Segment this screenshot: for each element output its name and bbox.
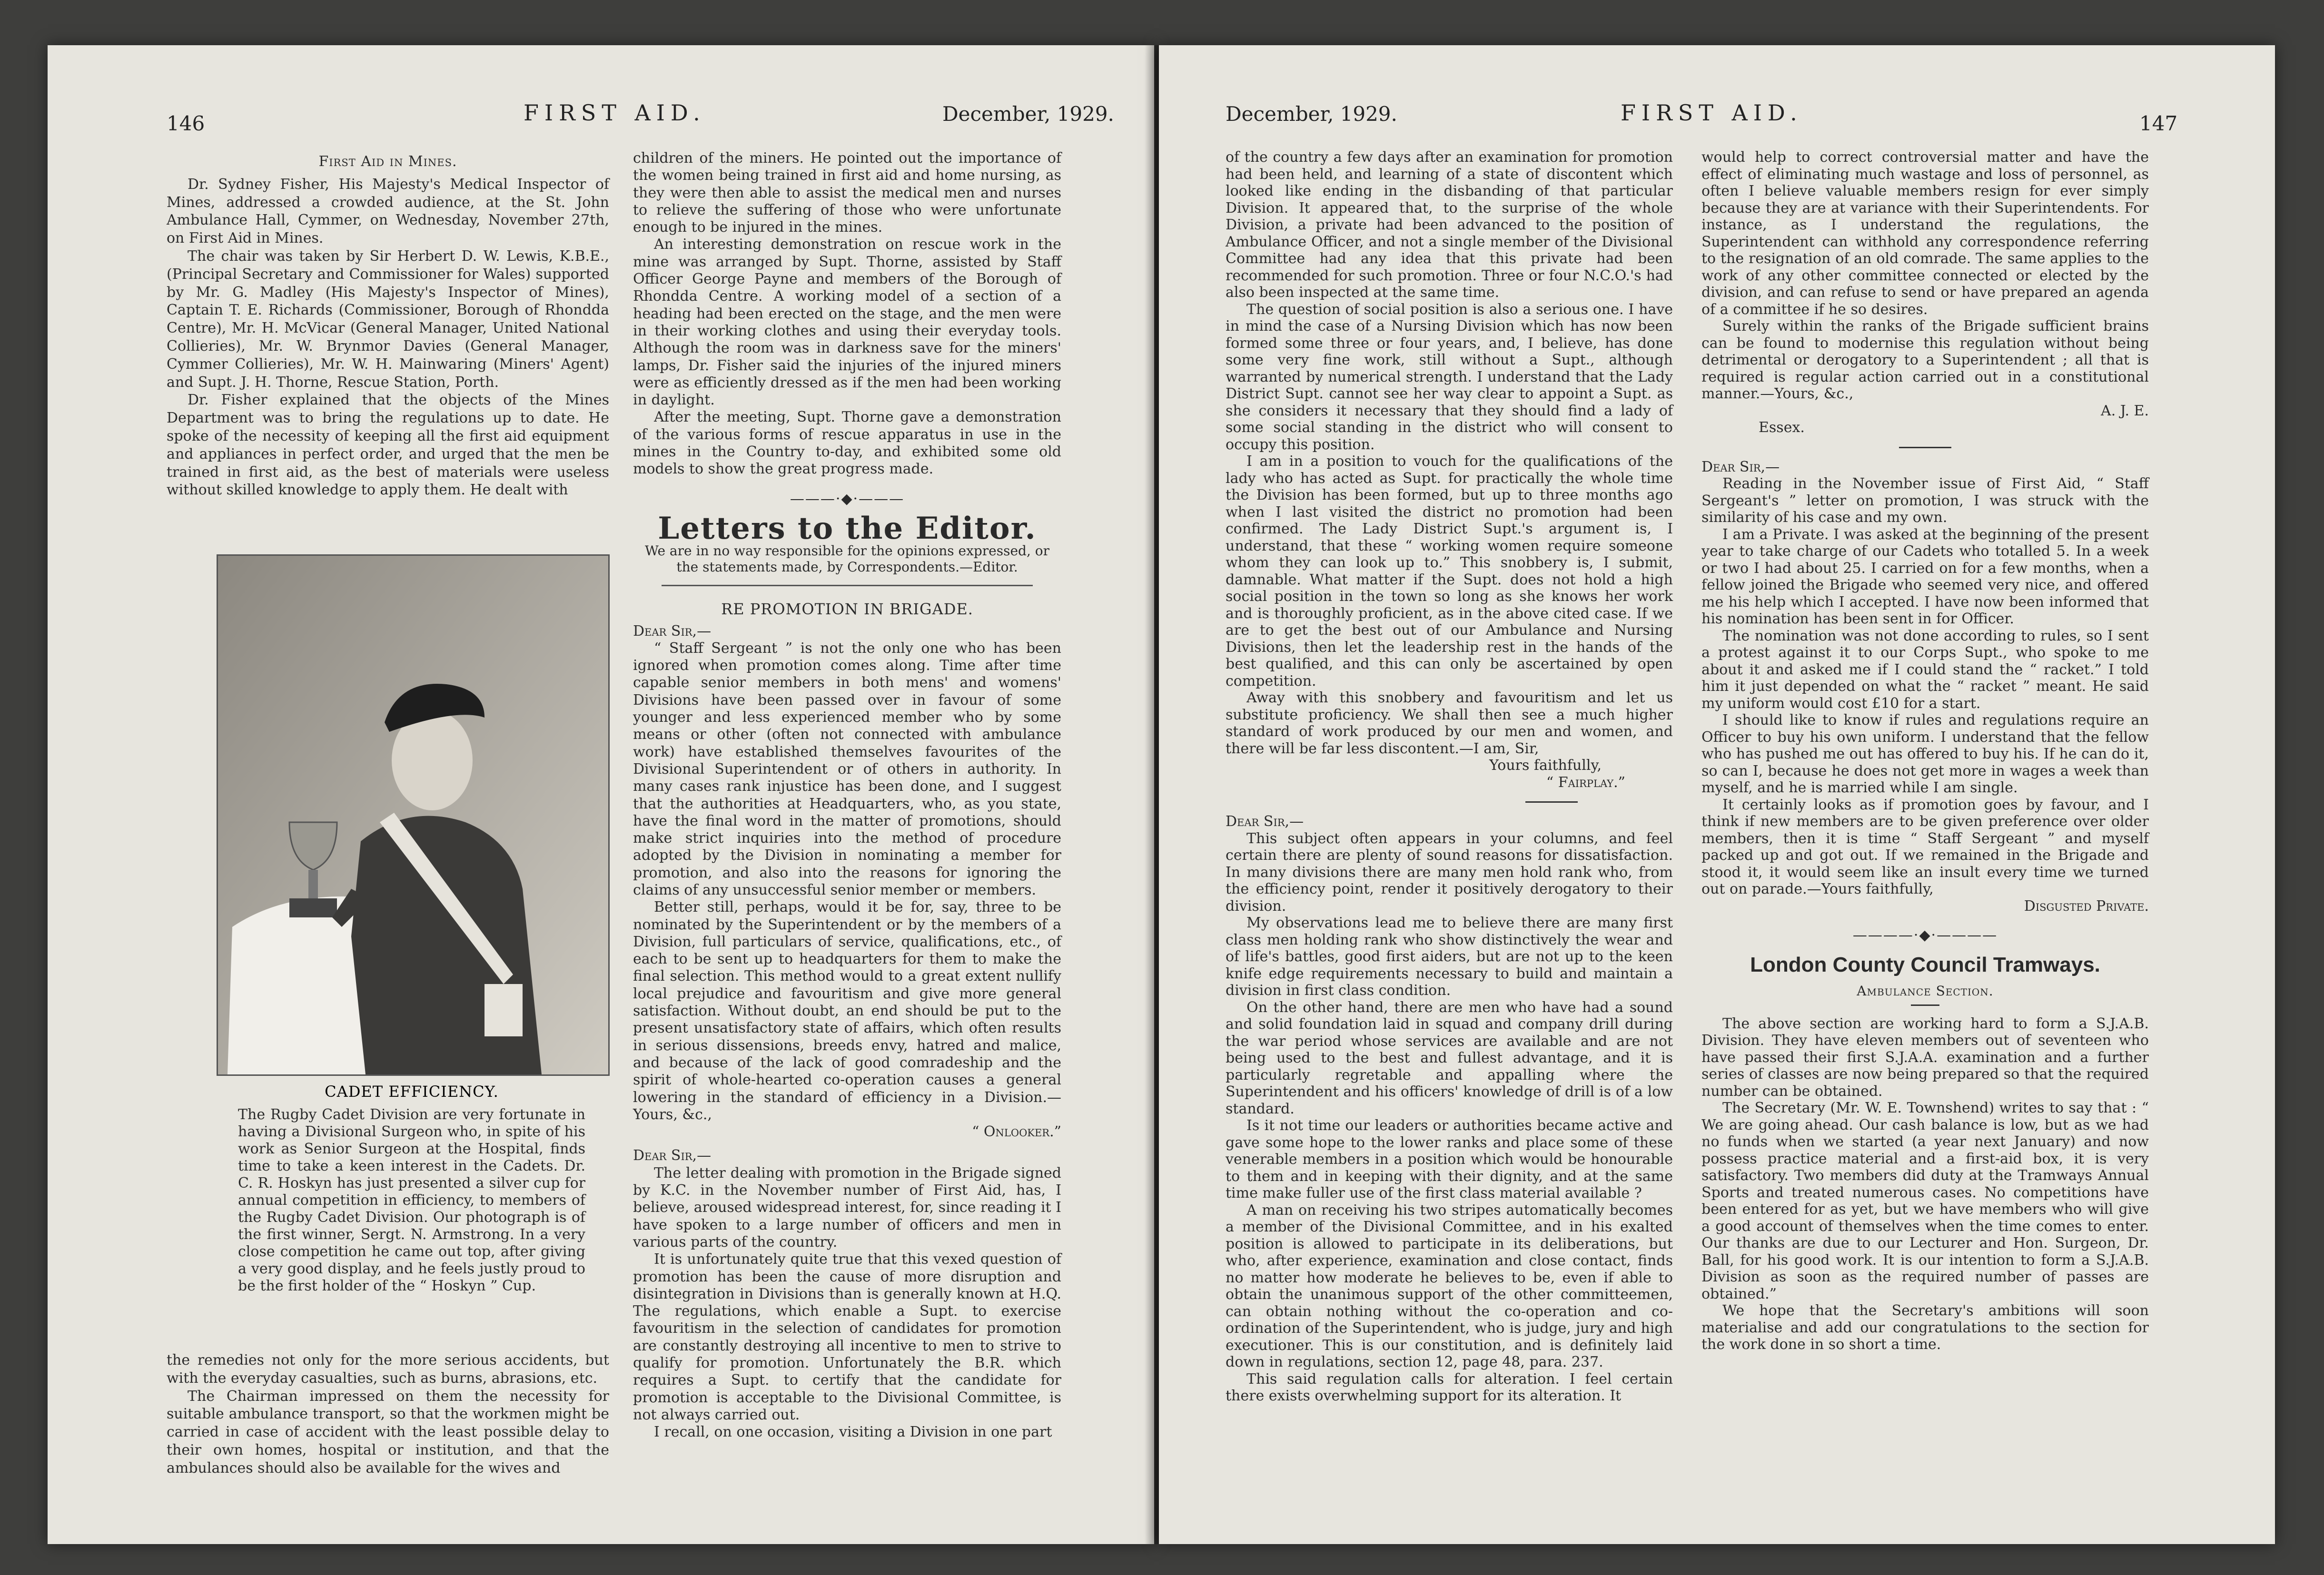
section-heading: First Aid in Mines. — [318, 153, 457, 170]
signature: Disgusted Private. — [2024, 897, 2149, 915]
signature: “ Onlooker.” — [972, 1123, 1061, 1141]
paragraph: Dr. Fisher explained that the objects of the Mines Department was to bring the regulations up to date. He spoke of the necessity of keeping all the first aid equipment and appliances in perfect order, and urged that the men be trained in first aid, as the best of materials were useless without skilled knowledge to apply them. He dealt with — [167, 392, 609, 499]
issue-date: December, 1929. — [1226, 102, 1397, 126]
paragraph: The chair was taken by Sir Herbert D. W. Lewis, K.B.E., (Principal Secretary and Commissioner for Wales) supported by Mr. G. Madley (His Majesty's Inspector of Mines), Captain T. E. Richards (Commissioner, Borough of Rhondda Centre), Mr. H. McVicar (General Manager, United National Collieries), Mr. W. Brynmor Davies (General Manager, Cymmer Collieries), Mr. W. H. Mainwaring (Miners' Agent) and Supt. J. H. Thorne, Rescue Station, Porth. — [167, 247, 609, 391]
paragraph: This said regulation calls for alteration. I feel certain there exists overwhelming support for its alteration. It — [1226, 1370, 1673, 1404]
column-4 — [1701, 149, 2149, 1353]
subheading: Ambulance Section. — [1857, 983, 1994, 999]
paragraph: The Rugby Cadet Division are very fortunate in having a Divisional Surgeon who, in spite of his work as Senior Surgeon at the Hospital, finds time to take a keen interest in the Cadets. Dr. C. R. Hoskyn has just presented a silver cup for annual competition in efficiency, to members of the Rugby Cadet Division. Our photograph is of the first winner, Sergt. N. Armstrong. In a very close competition he came out top, after giving a very good display, and he feels justly proud to be the first holder of the “ Hoskyn ” Cup. — [238, 1106, 585, 1294]
paragraph: The Chairman impressed on them the necessity for suitable ambulance transport, so that the workmen might be carried in case of accident with the least possible delay to their own homes, hospital or institution, and that the ambulances should also be available for the wives and — [167, 1388, 609, 1477]
page-number: 146 — [167, 112, 205, 135]
paragraph: I recall, on one occasion, visiting a Division in one part — [654, 1424, 1052, 1441]
ornamental-divider: ————·◆·———— — [1852, 927, 1998, 944]
paragraph: This subject often appears in your columns, and feel certain there are plenty of sound reasons for dissatisfaction. In many divisions there are many men hold rank who, from the efficiency point, render it positively derogatory to their division. — [1226, 830, 1673, 915]
ornamental-divider: ———·◆·——— — [790, 490, 905, 507]
salutation: Dear Sir,— — [1226, 813, 1304, 830]
paragraph: The nomination was not done according to rules, so I sent a protest against it to our Corps Supt., who spoke to me about it and asked me if I could stand the “ racket.” I told him it just depended on what the “ racket ” meant. He said my uniform would cost £10 for a start. — [1701, 627, 2149, 712]
paragraph: Better still, perhaps, would it be for, say, three to be nominated by the Superintendent or by the members of a Division, full particulars of service, qualifications, etc., of each to be sent up to headquarters for them to make the final selection. This method would to a great extent nullify local prejudice and favouritism and give more general satisfaction. Without doubt, an end should be put to the present unsatisfactory state of affairs, which often results in serious dissensions, breeds envy, hatred and malice, and because of the lack of good comradeship and the spirit of whole-hearted co-operation causes a general lowering in the standard of efficiency in a Division.—Yours, &c., — [633, 899, 1061, 1123]
cadet-photo-image — [218, 556, 608, 1074]
paragraph: An interesting demonstration on rescue work in the mine was arranged by Supt. Thorne, assisted by Staff Officer George Payne and members of the Borough of Rhondda Centre. A working model of a section of a heading had been erected on the stage, and the men were in their working clothes and using their everyday tools. Although the room was in darkness save for the miners' lamps, Dr. Fisher said the injuries of the injured miners were as efficiently dressed as if the men had been working in daylight. — [633, 236, 1061, 409]
paragraph: The Secretary (Mr. W. E. Townshend) writes to say that : “ We are going ahead. Our cash balance is low, but as we had no funds when we started (a year next January) and now possess practice material and a first-aid box, it is very satisfactory. Two members did duty at the Tramways Annual Sports and treated numerous cases. No competitions have been entered for as yet, but we have members who will give a good account of themselves when the time comes to enter. Our thanks are due to our Lecturer and Hon. Surgeon, Dr. Ball, for his good work. It is our intention to form a S.J.A.B. Division as soon as the required number of passes are obtained.” — [1701, 1100, 2149, 1302]
paragraph: Reading in the November issue of First Aid, “ Staff Sergeant's ” letter on promotion, I was struck with the similarity of his case and my own. — [1701, 475, 2149, 526]
paragraph: I should like to know if rules and regulations require an Officer to buy his own uniform. I understand that the fellow who has pushed me out has offered to buy his. If he can do it, so can I, because he does not get more in wages a week than myself, and he is married while I am single. — [1701, 712, 2149, 796]
right-page — [1159, 45, 2275, 1544]
page-number: 147 — [2139, 112, 2178, 135]
letters-heading: Letters to the Editor. — [658, 510, 1037, 546]
magazine-spread — [48, 45, 2275, 1558]
paragraph: It is unfortunately quite true that this vexed question of promotion has been the cause of more disruption and disintegration in Divisions than is generally known at H.Q. The regulations, which enable a Supt. to exercise favouritism in the selection of candidates for promotion are constantly destroying all incentive to men to strive to qualify for promotion. Unfortunately the B.R. which requires a Supt. to certify that the candidate for promotion is acceptable to the Divisional Committee, is not always carried out. — [633, 1251, 1061, 1423]
paragraph: After the meeting, Supt. Thorne gave a demonstration of the various forms of rescue apparatus in use in the mines in the Country to-day, and exhibited some old models to show the great progress made. — [633, 409, 1061, 478]
paragraph: children of the miners. He pointed out the importance of the women being trained in first aid and home nursing, as they were then able to assist the medical men and nurses to relieve the suffering of those who were unfortunate enough to be injured in the mines. — [633, 150, 1061, 236]
paragraph: would help to correct controversial matter and have the effect of eliminating much wastage and loss of personnel, as often I believe valuable members resign for ever simply because they are at variance with their Superintendents. For instance, as I understand the regulations, the Superintendent can withhold any correspondence referring to the resignation of an old comrade. The same applies to the work of any other committee connected or elected by the division, and can refuse to send or have prepared an agenda of a committee if he so desires. — [1701, 149, 2149, 318]
paragraph: “ Staff Sergeant ” is not the only one who has been ignored when promotion comes along. Time after time capable senior members in both mens' and womens' Divisions have been passed over in favour of some younger and less experienced member who by some means or other (often not connected with ambulance work) have established themselves favourites of the Divisional Superintendent or of others in authority. In many cases rank injustice has been done, and I suggest that the authorities at Headquarters, who, as you state, have the final word in the matter of promotions, should make strict inquiries into the method of procedure adopted by the Division in nominating a member for promotion, and also into the reasons for ignoring the claims of any unsuccessful senior member or members. — [633, 640, 1061, 898]
paragraph: On the other hand, there are men who have had a sound and solid foundation laid in squad and company drill during the war period whose services are available and are not being used to the best and fullest advantage, and it is particularly regretable and appalling where the Superintendent and his officers' knowledge of drill is of a low standard. — [1226, 999, 1673, 1117]
paragraph: Is it not time our leaders or authorities became active and gave some hope to the lower ranks and place some of these venerable members in a position which would be honourable to them and in keeping with their dignity, and at the same time make fuller use of the first class material available ? — [1226, 1117, 1673, 1201]
cadet-photograph — [217, 554, 610, 1076]
paragraph: Dr. Sydney Fisher, His Majesty's Medical Inspector of Mines, addressed a crowded audience, at the St. John Ambulance Hall, Cymmer, on Wednesday, November 27th, on First Aid in Mines. — [167, 176, 609, 247]
paragraph: My observations lead me to believe there are many first class men holding rank who show distinctively the wear and of life's battles, good first aiders, but are not up to the keen knife edge requirements necessary to build and maintain a division in first class condition. — [1226, 915, 1673, 999]
left-page — [48, 45, 1154, 1544]
paragraph: We hope that the Secretary's ambitions will soon materialise and add our congratulations to the section for the work done in so short a time. — [1701, 1302, 2149, 1353]
divider-rule — [1911, 1004, 1939, 1006]
tramways-heading: London County Council Tramways. — [1750, 953, 2100, 976]
paragraph: Surely within the ranks of the Brigade sufficient brains can be found to modernise this regulation without being detrimental or derogatory to a Superintendent ; all that is required is regular action carried out in a constitutional manner.—Yours, &c., — [1701, 318, 2149, 402]
salutation: Dear Sir,— — [1701, 458, 1780, 475]
paragraph: The above section are working hard to form a S.J.A.B. Division. They have eleven members out of seventeen who have passed their first S.J.A.A. examination and a further series of classes are now being prepared so that the required number can be obtained. — [1701, 1015, 2149, 1100]
paragraph: A man on receiving his two stripes automatically becomes a member of the Divisional Committee, and in his exalted position is allowed to participate in its deliberations, but who, after experience, examination and close contact, finds no matter how moderate he believes to be, even if able to obtain the unanimous support of the other committeemen, can obtain nothing without the co-operation and co-ordination of the Superintendent, who is judge, jury and high executioner. This is our constitution, and is definitely laid down in regulations, section 12, page 48, para. 237. — [1226, 1201, 1673, 1370]
issue-date: December, 1929. — [942, 102, 1114, 126]
magazine-title: FIRST AID. — [1621, 100, 1803, 126]
column-2 — [633, 150, 1061, 1441]
column-3 — [1226, 149, 1673, 1405]
cadet-efficiency-text — [238, 1106, 585, 1295]
paragraph: The letter dealing with promotion in the Brigade signed by K.C. in the November number of First Aid, has, I believe, aroused widespread interest, for, since reading it I have spoken to a large number of officers and men in various parts of the country. — [633, 1164, 1061, 1250]
paragraph: of the country a few days after an examination for promotion had been held, and learning of a state of discontent which looked like ending in the disbanding of that particular Division. It appeared that, to the surprise of the whole Division, a private had been advanced to the position of Ambulance Officer, and not a single member of the Divisional Committee had any idea that this private had been recommended for such promotion. Three or four N.C.O.'s had also been inspected at the same time. — [1226, 149, 1673, 301]
paragraph: I am a Private. I was asked at the beginning of the present year to take charge of our Cadets who totalled 5. In a week or two I had about 25. I carried on for a few months, when a fellow joined the Brigade who seemed very nice, and offered me his help which I accepted. I have now been informed that his nomination has been sent in for Officer. — [1701, 526, 2149, 627]
closing: Yours faithfully, — [1489, 757, 1602, 774]
column-1-top — [167, 150, 609, 499]
paragraph: The question of social position is also a serious one. I have in mind the case of a Nursing Division which has now been formed some three or four years, and, I believe, has done some very fine work, still without a Supt., although warranted by numerical strength. I understand that the Lady District Supt. cannot see her way clear to appoint a Supt. as she considers it necessary that they should find a lady of some social standing in the district who will consent to occupy this position. — [1226, 301, 1673, 453]
magazine-title: FIRST AID. — [524, 100, 706, 126]
salutation: Dear Sir,— — [633, 622, 712, 640]
signature: “ Fairplay.” — [1546, 774, 1625, 791]
letter-heading: RE PROMOTION IN BRIGADE. — [721, 600, 973, 619]
column-1-bottom — [167, 1351, 609, 1477]
salutation: Dear Sir,— — [633, 1147, 712, 1164]
photo-caption: CADET EFFICIENCY. — [325, 1083, 499, 1101]
editor-disclaimer: We are in no way responsible for the opinions expressed, or the statements made, by Correspondents.—Editor. — [644, 543, 1050, 575]
paragraph: Away with this snobbery and favouritism and let us substitute proficiency. We shall then see a much higher standard of work produced by our men and women, and there will be far less discontent.—I am, Sir, — [1226, 689, 1673, 757]
paragraph: I am in a position to vouch for the qualifications of the lady who has acted as Supt. for practically the whole time the Division has been formed, but up to three months ago when I last visited the district no promotion had been confirmed. The Lady District Supt.'s argument is, I understand, that these “ working women require someone whom they can look up to.” This snobbery is, I submit, damnable. What matter if the Supt. does not hold a high social position in the town so long as she knows her work and is thoroughly proficient, as in the above cited case. If we are to get the best out of our Ambulance and Nursing Divisions, then let the leadership rest in the hands of the best qualified, and this can only be ascertained by open competition. — [1226, 453, 1673, 689]
divider-line — [662, 585, 1033, 586]
divider-rule — [1525, 801, 1578, 803]
divider-rule — [1899, 447, 1951, 448]
location: Essex. — [1759, 419, 1805, 436]
paragraph: the remedies not only for the more serious accidents, but with the everyday casualties, such as burns, abrasions, etc. — [167, 1352, 609, 1387]
signature: A. J. E. — [2101, 402, 2149, 419]
paragraph: It certainly looks as if promotion goes by favour, and I think if new members are to be given preference over older members, then it is time “ Staff Sergeant ” and myself packed up and got out. If we remained in the Brigade and stood it, it would seem like an insult every time we turned out on parade.—Yours faithfully, — [1701, 796, 2149, 897]
